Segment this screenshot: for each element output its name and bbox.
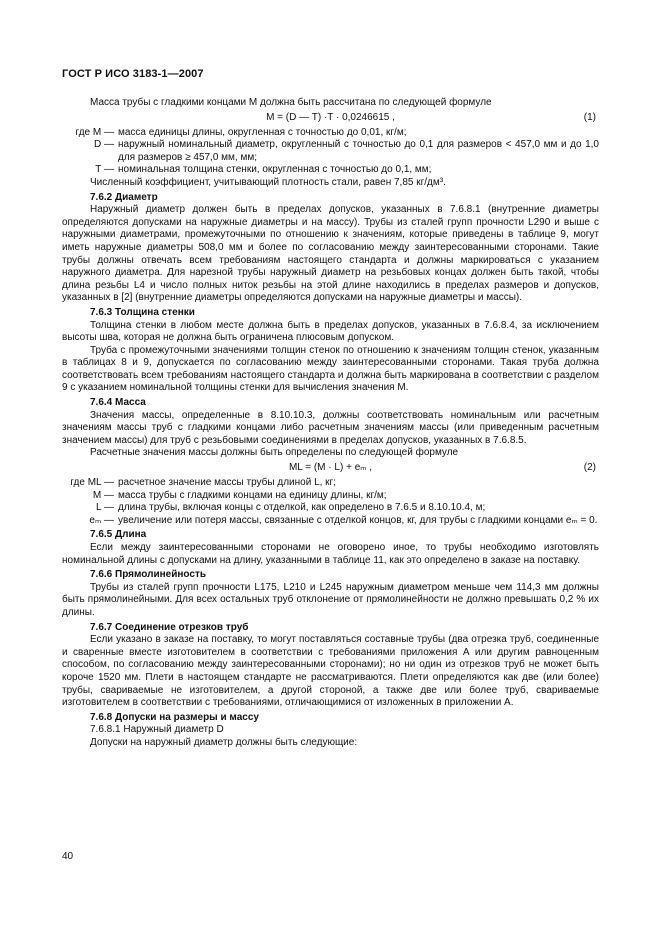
where-label: D — xyxy=(94,139,114,151)
formula-2 xyxy=(62,462,599,475)
section-7-6-5-text: Если между заинтересованными сторонами не оговорено иное, то трубы необходимо изготовлять номинальной длины с допусками на длину, указанными в таблице 11, как это определено в заказе на поставку. xyxy=(62,542,599,566)
formula-1-expression: M = (D — T) ·T · 0,0246615 , xyxy=(266,111,395,123)
where-list-1 xyxy=(62,127,599,177)
where-item xyxy=(62,477,599,490)
section-7-6-4-title: 7.6.4 Масса xyxy=(90,397,146,409)
formula-1 xyxy=(62,112,599,125)
document-header: ГОСТ Р ИСО 3183-1—2007 xyxy=(62,68,204,80)
formula-2-number: (2) xyxy=(583,462,596,474)
where-label: eₘ — xyxy=(89,514,114,526)
section-7-6-6-title: 7.6.6 Прямолинейность xyxy=(90,569,207,581)
section-7-6-7-text: Если указано в заказе на поставку, то могут поставляться составные трубы (два отрезка труб, соединенные и сваренные вместе изготовителем в соответствии с требованиями приложения А или другим равноценным способом, по согласованию между заинтересованными сторонами); но ни один из отрезков труб не может быть короче 1520 мм. Плети в настоящем стандарте не рассматриваются. Плети определяются как две (или более) трубы, свариваемые не изготовителем, а другой стороной, а также две или более труб, свариваемые изготовителем в соответствии с требованиями, отличающимися от изложенных в приложении А. xyxy=(62,634,599,709)
section-7-6-3-text-2: Труба с промежуточными значениями толщин стенок по отношению к значениям толщин стенок, указанным в таблицах 8 и 9, допускается по согласованию между заинтересованными сторонами. Такая труба должна соответствовать всем требованиям настоящего стандарта и должна быть маркирована в соответствии с разделом 9 с указанием номинальной толщины стенки для вычисления значения M. xyxy=(62,344,599,394)
where-label: L — xyxy=(96,502,114,514)
where-item xyxy=(62,502,599,515)
mass-intro: Масса трубы с гладкими концами M должна быть рассчитана по следующей формуле xyxy=(90,97,492,108)
where-item xyxy=(62,164,599,177)
section-7-6-6-text: Трубы из сталей групп прочности L175, L210 и L245 наружным диаметром меньше чем 114,3 мм должны быть прямолинейными. Для всех остальных труб отклонение от прямолинейности не должно превышать 0,2 % их длины. xyxy=(62,581,599,618)
page-number: 40 xyxy=(62,851,74,862)
section-7-6-5-title: 7.6.5 Длина xyxy=(90,529,147,541)
section-7-6-8-text: Допуски на наружный диаметр должны быть следующие: xyxy=(90,736,358,748)
where-label: T — xyxy=(95,164,114,176)
where-label: где ML — xyxy=(70,477,114,489)
section-7-6-4-text-2: Расчетные значения массы должны быть определены по следующей формуле xyxy=(90,447,459,459)
document-body xyxy=(62,97,599,750)
where-item xyxy=(62,515,599,528)
where-item xyxy=(62,127,599,140)
section-7-6-2-text: Наружный диаметр должен быть в пределах допусков, указанных в 7.6.8.1 (внутренние диаметры определяются допусками на наружные диаметры и на массу). Трубы из сталей групп прочности L290 и выше с наружными диаметрами, промежуточными по отношению к значениям, которые приведены в таблице 9, могут иметь наружные диаметры 508,0 мм и более по согласованию между заинтересованными сторонами. Такие трубы должны отвечать всем требованиям настоящего стандарта и должны маркироваться с указанием наружного диаметра. Для нарезной трубы наружный диаметр на резьбовых концах должен быть такой, чтобы длина резьбы L4 и число полных ниток резьбы на этой длине находились в пределах размеров и допусков, указанных в [2] (внутренние диаметры определяются допусками на наружные диаметры и массы). xyxy=(62,204,599,304)
section-7-6-8-1-title: 7.6.8.1 Наружный диаметр D xyxy=(90,724,224,736)
where-text: расчетное значение массы трубы длиной L, кг; xyxy=(118,477,336,489)
where-label: где M — xyxy=(75,126,114,138)
section-7-6-3-text-1: Толщина стенки в любом месте должна быть в пределах допусков, указанных в 7.6.8.4, за исключением высоты шва, которая не должна быть ограничена плюсовым допуском. xyxy=(62,319,599,344)
formula-1-number: (1) xyxy=(583,111,596,123)
where-item xyxy=(62,490,599,503)
coefficient-note: Численный коэффициент, учитывающий плотность стали, равен 7,85 кг/дм³. xyxy=(90,176,446,188)
where-text: номинальная толщина стенки, округленная с точностью до 0,1, мм; xyxy=(118,164,432,176)
where-text: длина трубы, включая концы с отделкой, как определено в 7.6.5 и 8.10.10.4, м; xyxy=(118,502,486,514)
where-text: масса единицы длины, округленная с точностью до 0,01, кг/м; xyxy=(118,126,407,138)
section-7-6-8-title: 7.6.8 Допуски на размеры и массу xyxy=(90,711,259,723)
where-list-2 xyxy=(62,477,599,527)
section-7-6-3-title: 7.6.3 Толщина стенки xyxy=(90,306,195,318)
where-text: наружный номинальный диаметр, округленный с точностью до 0,1 для размеров < 457,0 мм и до 1,0 для размеров ≥ 457,0 мм, мм; xyxy=(118,139,599,163)
where-text: увеличение или потеря массы, связанные с отделкой концов, кг, для трубы с гладкими концами eₘ = 0. xyxy=(118,514,598,526)
section-7-6-2-title: 7.6.2 Диаметр xyxy=(90,191,158,203)
where-label: M — xyxy=(92,489,114,501)
section-7-6-4-text-1: Значения массы, определенные в 8.10.10.3, должны соответствовать номинальным или расчетным значениям массы труб с гладкими концами либо расчетным значениям массы (или приведенным расчетным значением массы) для труб с резьбовыми соединениями в пределах допусков, указанных в 7.6.8.5. xyxy=(62,409,599,446)
formula-2-expression: ML = (M · L) + eₘ , xyxy=(288,462,373,474)
where-item xyxy=(62,139,599,164)
section-7-6-7-title: 7.6.7 Соединение отрезков труб xyxy=(90,621,249,633)
where-text: масса трубы с гладкими концами на единицу длины, кг/м; xyxy=(118,489,387,501)
